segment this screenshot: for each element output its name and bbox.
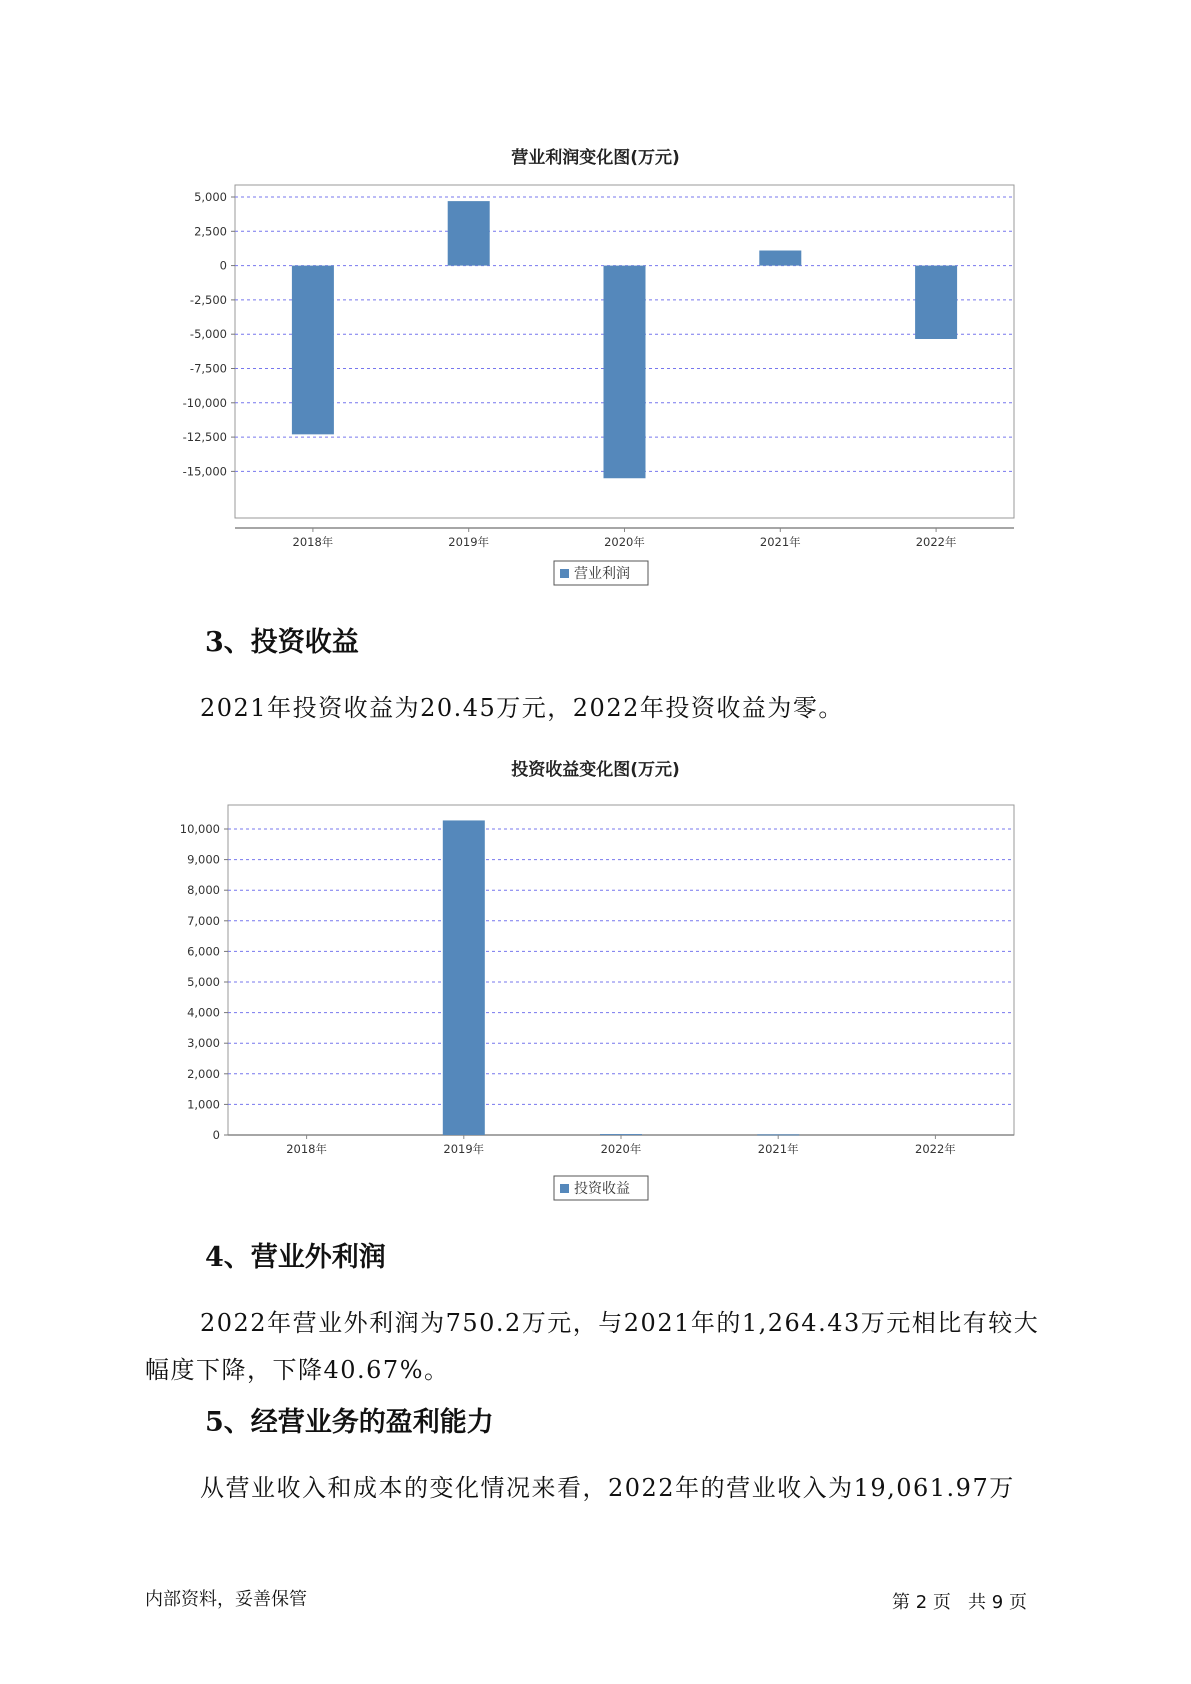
section5-heading: 5、经营业务的盈利能力 bbox=[205, 1407, 494, 1438]
x-tick-label: 2019年 bbox=[448, 535, 490, 549]
y-tick-label: 5,000 bbox=[187, 975, 220, 989]
y-tick-label: 8,000 bbox=[187, 883, 220, 898]
y-tick-label: -2,500 bbox=[189, 292, 227, 307]
section3-heading: 3、投资收益 bbox=[205, 627, 359, 658]
y-tick-label: 7,000 bbox=[187, 913, 220, 928]
section4-paragraph-line2: 幅度下降，下降40.67%。 bbox=[145, 1356, 450, 1384]
legend-label: 营业利润 bbox=[574, 566, 630, 582]
y-tick-label: 5,000 bbox=[194, 190, 227, 204]
y-tick-label: -7,500 bbox=[189, 361, 227, 376]
y-tick-label: 3,000 bbox=[187, 1036, 220, 1051]
x-tick-label: 2018年 bbox=[286, 1142, 327, 1156]
y-tick-label: 9,000 bbox=[187, 852, 220, 867]
y-tick-label: 2,000 bbox=[187, 1066, 220, 1081]
section3-paragraph: 2021年投资收益为20.45万元，2022年投资收益为零。 bbox=[200, 694, 844, 722]
legend-swatch bbox=[560, 569, 569, 578]
x-tick-label: 2018年 bbox=[292, 535, 334, 549]
y-tick-label: -10,000 bbox=[182, 395, 227, 410]
y-tick-label: 1,000 bbox=[187, 1097, 220, 1112]
bar bbox=[759, 251, 801, 266]
chart1-title: 营业利润变化图(万元) bbox=[511, 148, 680, 168]
legend bbox=[554, 561, 648, 585]
x-tick-label: 2022年 bbox=[915, 1142, 956, 1156]
legend-label: 投资收益 bbox=[574, 1181, 630, 1197]
x-tick-label: 2021年 bbox=[759, 535, 801, 549]
y-tick-label: -5,000 bbox=[189, 327, 227, 342]
bar bbox=[448, 201, 490, 265]
y-tick-label: 6,000 bbox=[187, 944, 220, 959]
legend-swatch bbox=[560, 1184, 569, 1193]
section4-paragraph-line1: 2022年营业外利润为750.2万元，与2021年的1,264.43万元相比有较大 bbox=[200, 1309, 1040, 1337]
y-tick-label: 10,000 bbox=[179, 822, 220, 836]
x-tick-label: 2020年 bbox=[600, 1142, 642, 1156]
footer-confidential-note: 内部资料，妥善保管 bbox=[145, 1589, 307, 1610]
plot-area bbox=[228, 805, 1014, 1135]
y-tick-label: 4,000 bbox=[187, 1005, 220, 1020]
bar bbox=[292, 266, 334, 435]
y-tick-label: 0 bbox=[212, 1128, 220, 1142]
bar bbox=[443, 820, 485, 1135]
section5-paragraph: 从营业收入和成本的变化情况来看，2022年的营业收入为19,061.97万 bbox=[200, 1474, 1015, 1502]
operating-profit-chart bbox=[0, 170, 1191, 600]
chart2-title: 投资收益变化图(万元) bbox=[511, 760, 680, 780]
y-tick-label: -15,000 bbox=[182, 464, 227, 479]
investment-income-chart bbox=[0, 785, 1191, 1205]
legend bbox=[554, 1176, 648, 1200]
x-tick-label: 2022年 bbox=[915, 535, 957, 549]
x-tick-label: 2020年 bbox=[604, 535, 645, 549]
x-tick-label: 2021年 bbox=[757, 1142, 799, 1156]
bar bbox=[915, 266, 957, 339]
footer-page-number: 第 2 页 共 9 页 bbox=[892, 1592, 1027, 1613]
y-tick-label: -12,500 bbox=[182, 430, 227, 445]
x-tick-label: 2019年 bbox=[443, 1142, 485, 1156]
y-tick-label: 0 bbox=[219, 258, 227, 273]
bar bbox=[604, 266, 646, 479]
section4-heading: 4、营业外利润 bbox=[205, 1242, 386, 1273]
y-tick-label: 2,500 bbox=[194, 224, 227, 239]
bar bbox=[600, 1134, 642, 1135]
